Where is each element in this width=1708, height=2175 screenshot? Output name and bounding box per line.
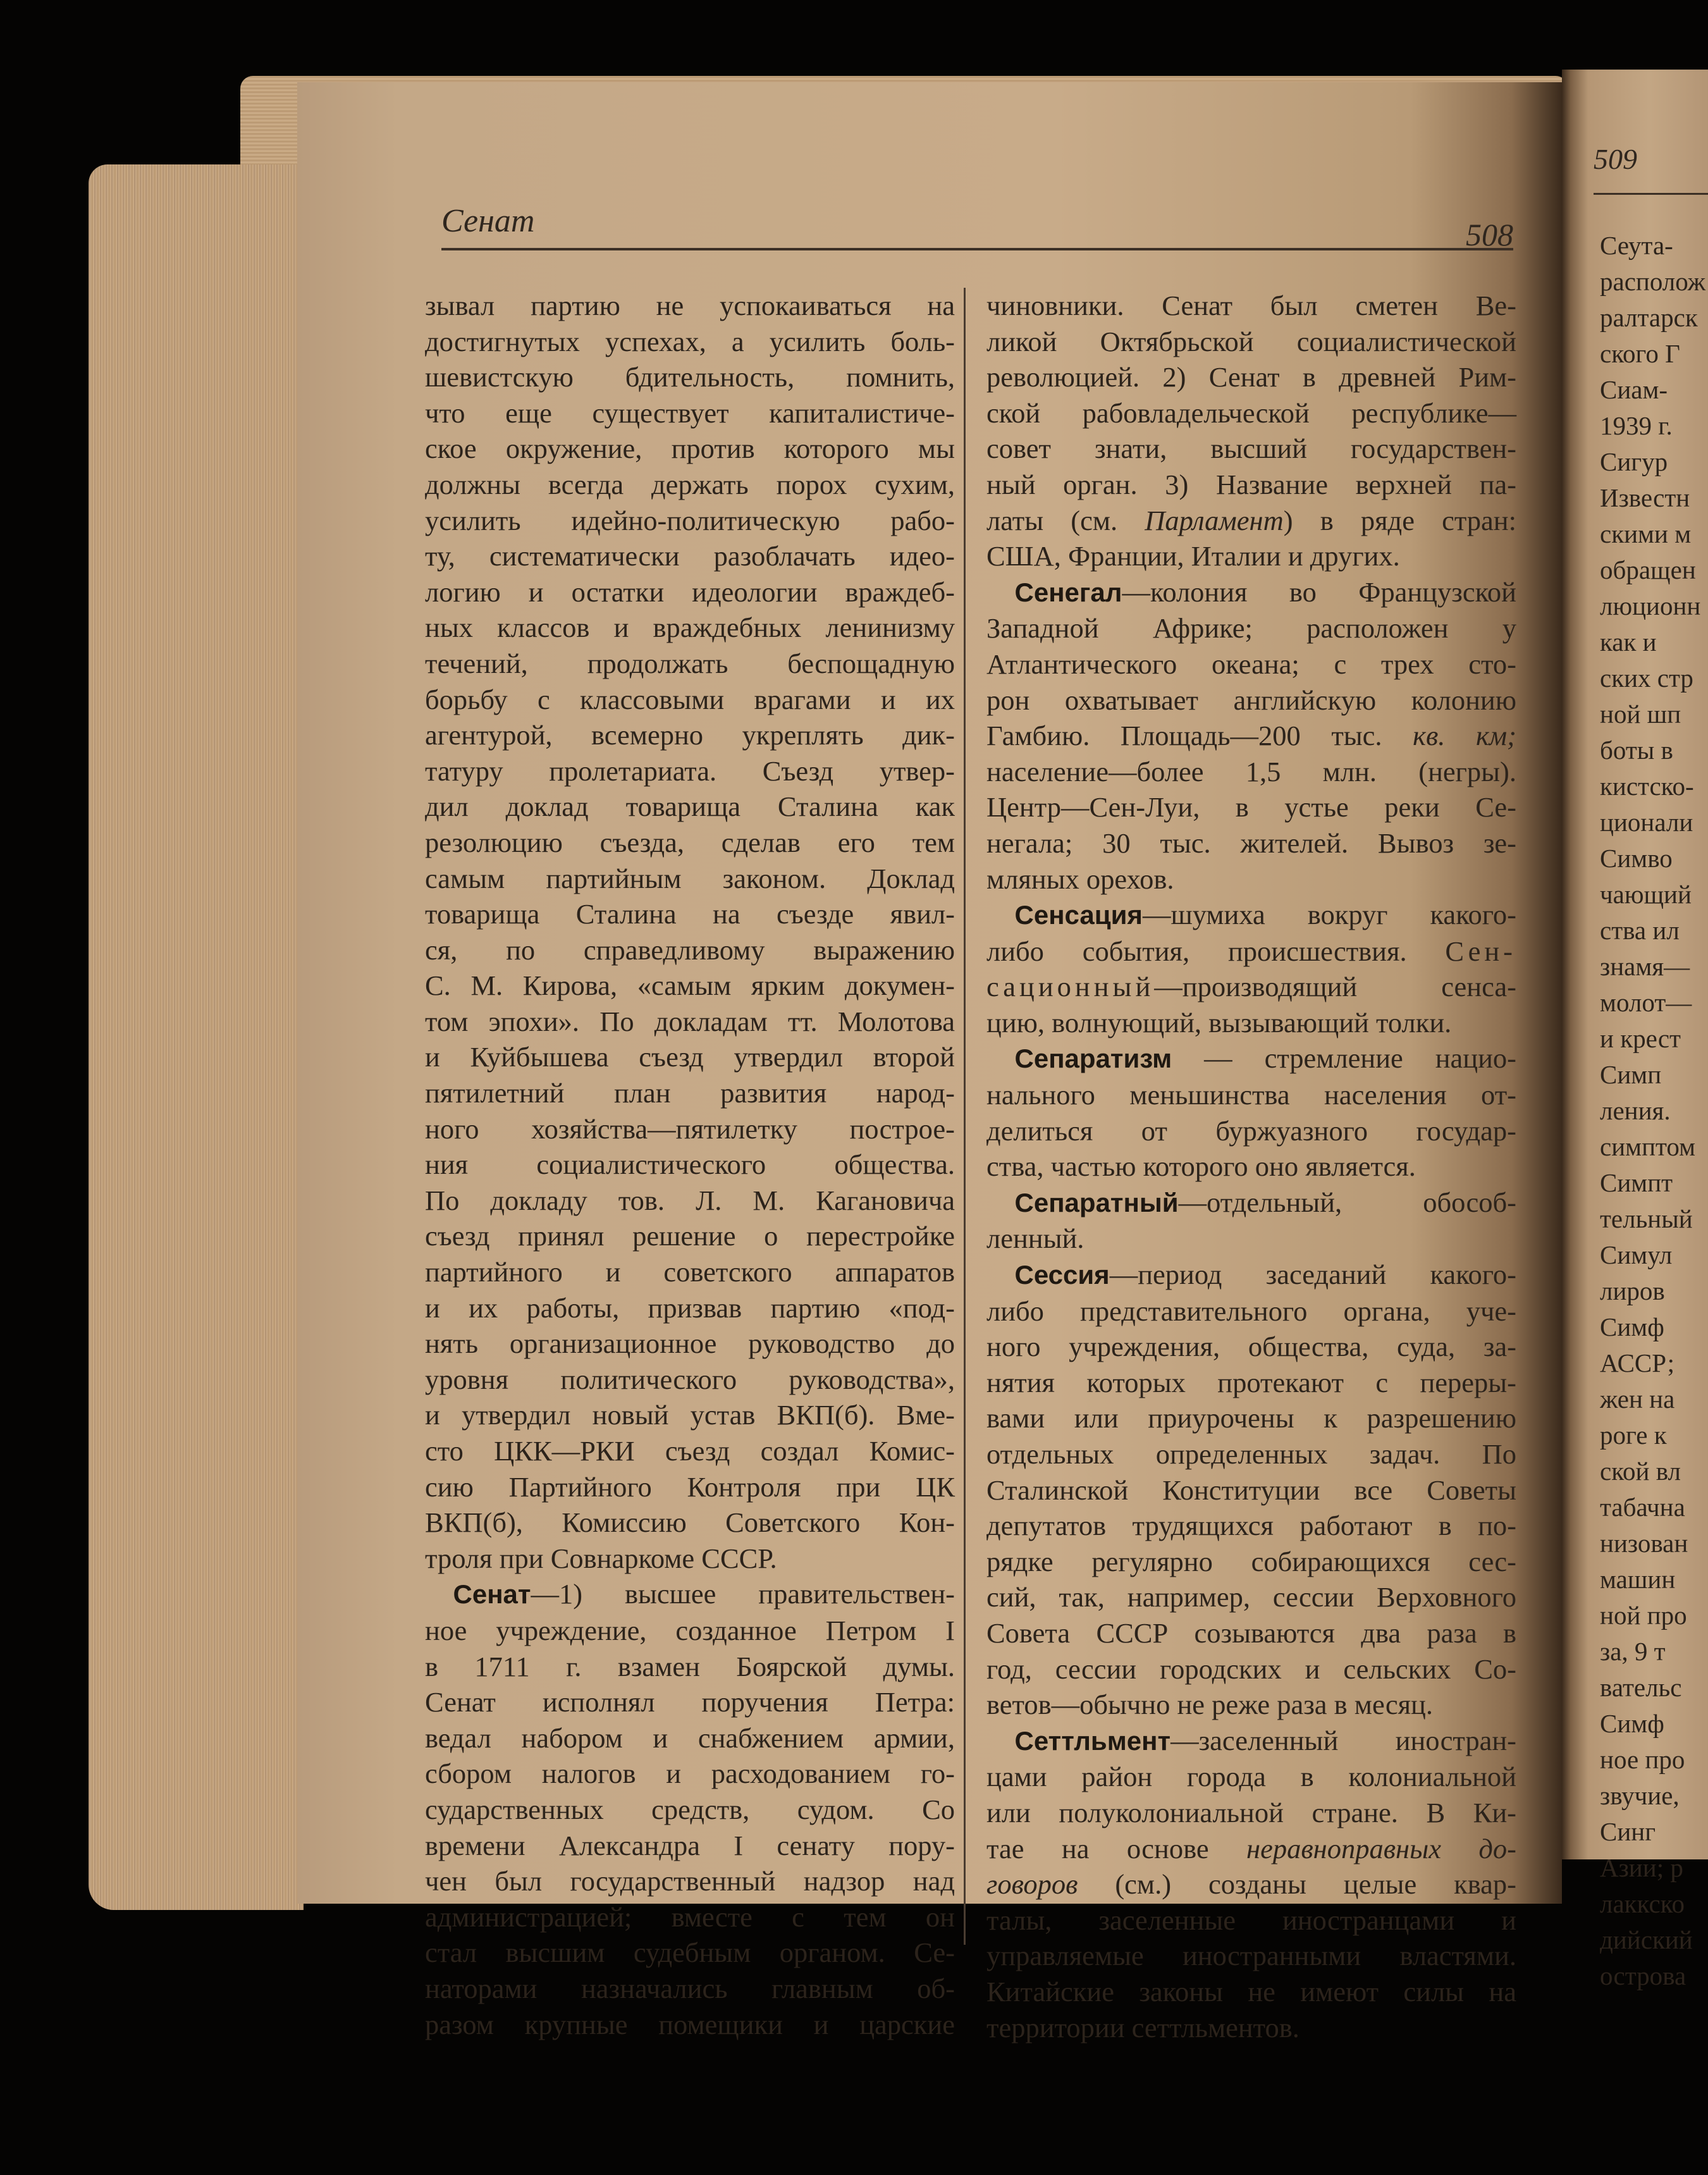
text-line: дийский [1600,1925,1693,1954]
text-line: должны всегда держать порох сухим, [425,468,955,500]
text-line: делиться от буржуазного государ- [986,1114,1516,1147]
text-line: Симф [1600,1312,1664,1341]
text-line: и их работы, призвав партию «под- [425,1291,955,1324]
entry-separatism [986,1040,1516,1184]
text-line: времени Александра I сенату пору- [425,1829,955,1861]
text-line: что еще существует капиталистиче- [425,397,955,429]
page-header [441,197,1513,250]
text-line: ской вл [1600,1457,1681,1486]
text-line: достигнутых успехах, а усилить боль- [425,325,955,357]
page-number: 508 [1466,217,1513,252]
text-line: течений, продолжать беспощадную [425,647,955,679]
text-line: Центр—Сен-Луи, в устье реки Се- [986,791,1516,823]
entry-separate [986,1185,1516,1257]
text-line: АССР; [1600,1348,1674,1377]
text-line: совет знати, высший государствен- [986,433,1516,465]
text-line: низован [1600,1529,1688,1558]
text-line: стал высшим судебным органом. Се- [425,1937,955,1969]
text-line: резолюцию съезда, сделав его тем [425,826,955,858]
text-line: ного учреждения, общества, суда, за- [986,1331,1516,1363]
text-line: ского Г [1600,339,1680,368]
text-line: отдельных определенных задач. По [986,1438,1516,1470]
left-column [425,288,955,2042]
text-line: рон охватывает английскую колонию [986,684,1516,716]
text-line: Сенат—1) высшее правительствен- [453,1578,955,1610]
text-line: партийного и советского аппаратов [425,1256,955,1288]
text-line: ной про [1600,1601,1687,1630]
text-line: Сенат исполнял поручения Петра: [425,1686,955,1718]
text-line: скими м [1600,519,1692,548]
text-line: люционн [1600,591,1701,620]
text-line: и Куйбышева съезд утвердил второй [425,1041,955,1073]
text-line: цами район города в колониальной [986,1761,1516,1793]
text-line: товарища Сталина на съезде явил- [425,898,955,930]
text-line: Симво [1600,844,1673,873]
text-line: США, Франции, Италии и других. [986,540,1400,572]
text-line: Симпт [1600,1168,1673,1197]
text-line: как и [1600,627,1657,656]
text-line: Сеттльмент—заселенный иностран- [1014,1724,1516,1756]
text-line: Известн [1600,483,1690,512]
text-line: ралтарск [1600,303,1698,332]
text-line: Сенсация—шумиха вокруг какого- [1014,899,1516,931]
running-head: Сенат [441,203,535,239]
text-line: администрацией; вместе с тем он [425,1901,955,1933]
text-line: кистско- [1600,772,1694,801]
text-line: ской рабовладельческой республике— [986,397,1516,429]
text-line: латы (см. Парламент) в ряде стран: [986,504,1516,536]
text-line: лиров [1600,1276,1665,1305]
entry-senat [425,1576,955,2042]
text-line: ленный. [986,1223,1084,1255]
text-line: Сиам- [1600,375,1668,404]
page-edges [89,164,304,1910]
text-line: нятия которых протекают с переры- [986,1366,1516,1398]
text-line: табачна [1600,1493,1685,1522]
text-line: Симп [1600,1060,1662,1089]
text-line: ния социалистического общества. [425,1149,955,1181]
next-page-rule [1594,193,1708,195]
text-line: ный орган. 3) Название верхней па- [986,468,1516,500]
entry-term: Сепаратный [1014,1187,1179,1217]
text-line: рядке регулярно собирающихся сес- [986,1545,1516,1577]
text-line: 1939 г. [1600,411,1673,440]
text-line: Сессия—период заседаний какого- [1014,1259,1516,1291]
text-line: Сенегал—колония во Французской [1014,576,1516,608]
text-line: шевистскую бдительность, помнить, [425,361,955,393]
text-line: зывал партию не успокаиваться на [425,290,955,321]
text-line: вами или приурочены к разрешению [986,1402,1516,1434]
text-line: обращен [1600,555,1696,584]
text-line: располож [1600,267,1706,296]
text-line: чиновники. Сенат был сметен Ве- [986,290,1516,321]
text-line: Симф [1600,1709,1664,1738]
text-line: По докладу тов. Л. М. Кагановича [425,1184,955,1216]
text-line: ветов—обычно не реже раза в месяц. [986,1689,1433,1721]
text-line: тельный [1600,1204,1693,1233]
text-line: ту, систематически разоблачать идео- [425,540,955,572]
text-line: усилить идейно-политическую рабо- [425,504,955,536]
text-line: ное учреждение, созданное Петром I [425,1614,955,1646]
text-line: или полуколониальной стране. В Ки- [986,1796,1516,1828]
text-line: ной шп [1600,699,1681,729]
text-line: острова [1600,1961,1686,1990]
entry-settlement [986,1723,1516,2045]
text-line: сто ЦКК—РКИ съезд создал Комис- [425,1435,955,1467]
text-line: пятилетний план развития народ- [425,1077,955,1109]
text-line: машин [1600,1565,1676,1594]
text-line: вательс [1600,1673,1682,1702]
text-line: самым партийным законом. Доклад [425,862,955,894]
text-line: ционали [1600,808,1693,837]
text-line: Китайские законы не имеют силы на [986,1975,1516,2007]
text-line: С. М. Кирова, «самым ярким докумен- [425,970,955,1002]
text-line: уровня политического руководства», [425,1363,955,1395]
text-line: говоров (см.) созданы целые квар- [986,1868,1516,1901]
text-line: чающий [1600,880,1692,909]
text-line: мляных орехов. [986,863,1174,895]
entry-term: Сепаратизм [1014,1044,1172,1074]
text-line: ства ил [1600,916,1680,945]
entry-session [986,1257,1516,1723]
text-line: разом крупные помещики и царские [425,2008,955,2040]
text-line: ских стр [1600,663,1693,693]
text-line: татуру пролетариата. Съезд утвер- [425,755,955,787]
entry-term: Сенат [453,1579,531,1610]
text-line: съезд принял решение о перестройке [425,1220,955,1252]
text-line: Атлантического океана; с трех сто- [986,648,1516,680]
text-line: ВКП(б), Комиссию Советского Кон- [425,1506,955,1539]
text-line: дил доклад товарища Сталина как [425,791,955,823]
entry-senegal [986,574,1516,897]
text-line: наторами назначались главным об- [425,1972,955,2004]
text-line: ся, по справедливому выражению [425,933,955,966]
text-line: боты в [1600,736,1673,765]
text-line: ликой Октябрьской социалистической [986,325,1516,357]
text-line: сбором налогов и расходованием го- [425,1758,955,1790]
text-line: ного хозяйства—пятилетку построе- [425,1112,955,1145]
cross-reference: неравноправных до- [1246,1832,1516,1864]
text-line: агентурой, всемерно укреплять дик- [425,719,955,751]
text-line: Сталинской Конституции все Советы [986,1474,1516,1506]
entry-term: Сенсация [1014,900,1143,930]
text-line: цию, волнующий, вызывающий толки. [986,1006,1452,1038]
text-line: звучие, [1600,1781,1680,1810]
text-line: и крест [1600,1024,1681,1053]
entry-term: Сеттльмент [1014,1725,1171,1756]
text-line: сию Партийного Контроля при ЦК [425,1470,955,1503]
text-line: ления. [1600,1096,1671,1125]
text-line: сударственных средств, судом. Со [425,1793,955,1825]
text-line: Сеута- [1600,231,1673,260]
text-line: Совета СССР созываются два раза в [986,1617,1516,1649]
text-line: территории сеттльментов. [986,2011,1299,2043]
text-line: ское окружение, против которого мы [425,433,955,465]
text-line: либо представительного органа, уче- [986,1295,1516,1327]
text-line: знамя— [1600,952,1690,981]
text-line: талы, заселенные иностранцами и [986,1904,1516,1936]
text-line: год, сессии городских и сельских Со- [986,1653,1516,1685]
text-line: депутатов трудящихся работают в по- [986,1510,1516,1542]
text-line: сационный—производящий сенса- [986,971,1516,1003]
text-line: Сигур [1600,447,1668,476]
text-line: жен на [1600,1384,1675,1414]
text-line: троля при Совнаркоме СССР. [425,1542,777,1574]
text-line: борьбу с классовыми врагами и их [425,683,955,715]
text-line: Азии; р [1600,1853,1683,1882]
text-line: молот— [1600,988,1692,1017]
text-line: нять организационное руководство до [425,1328,955,1360]
cross-reference: говоров [986,1868,1078,1901]
cross-reference: Парламент [1145,504,1284,536]
next-page-number: 509 [1594,143,1637,175]
text-line: Сепаратизм — стремление нацио- [1014,1042,1516,1075]
text-line: роге к [1600,1420,1667,1450]
text-line: нального меньшинства населения от- [986,1079,1516,1111]
column-divider [964,288,966,1945]
text-line: либо события, происшествия. Сен- [986,935,1516,967]
text-line: ведал набором и снабжением армии, [425,1722,955,1754]
entry-continuation [425,288,955,1541]
text-line: и утвердил новый устав ВКП(б). Вме- [425,1399,955,1431]
entry-sensation [986,897,1516,1040]
text-line: революцией. 2) Сенат в древней Рим- [986,361,1516,393]
text-line: чен был государственный надзор над [425,1865,955,1897]
text-line: ства, частью которого оно является. [986,1150,1416,1183]
text-line: население—более 1,5 млн. (негры). [986,755,1516,787]
text-line: сий, так, например, сессии Верховного [986,1581,1516,1613]
text-line: за, 9 т [1600,1637,1666,1666]
text-line: ных классов и враждебных ленинизму [425,612,955,644]
text-line: симптом [1600,1132,1696,1161]
text-line: ное про [1600,1745,1685,1774]
right-column [986,288,1516,2045]
text-line: негала; 30 тыс. жителей. Вывоз зе- [986,827,1516,859]
text-line: логию и остатки идеологии враждеб- [425,576,955,608]
entry-term: Сенегал [1014,577,1122,607]
text-line: Гамбию. Площадь—200 тыс. кв. км; [986,720,1516,752]
text-line: Симул [1600,1240,1673,1269]
entry-term: Сессия [1014,1260,1110,1290]
text-line: лаккско [1600,1889,1685,1918]
text-line: тае на основе неравноправных до- [986,1832,1516,1864]
text-line: Западной Африке; расположен у [986,612,1516,644]
text-line: в 1711 г. взамен Боярской думы. [425,1650,955,1682]
next-page-column [1600,228,1708,1994]
text-line: управляемые иностранными властями. [986,1940,1516,1972]
text-line: том эпохи». По докладам тт. Молотова [425,1005,955,1037]
text-line: Сепаратный—отдельный, обособ- [1014,1186,1516,1218]
text-line: Синг [1600,1817,1656,1846]
